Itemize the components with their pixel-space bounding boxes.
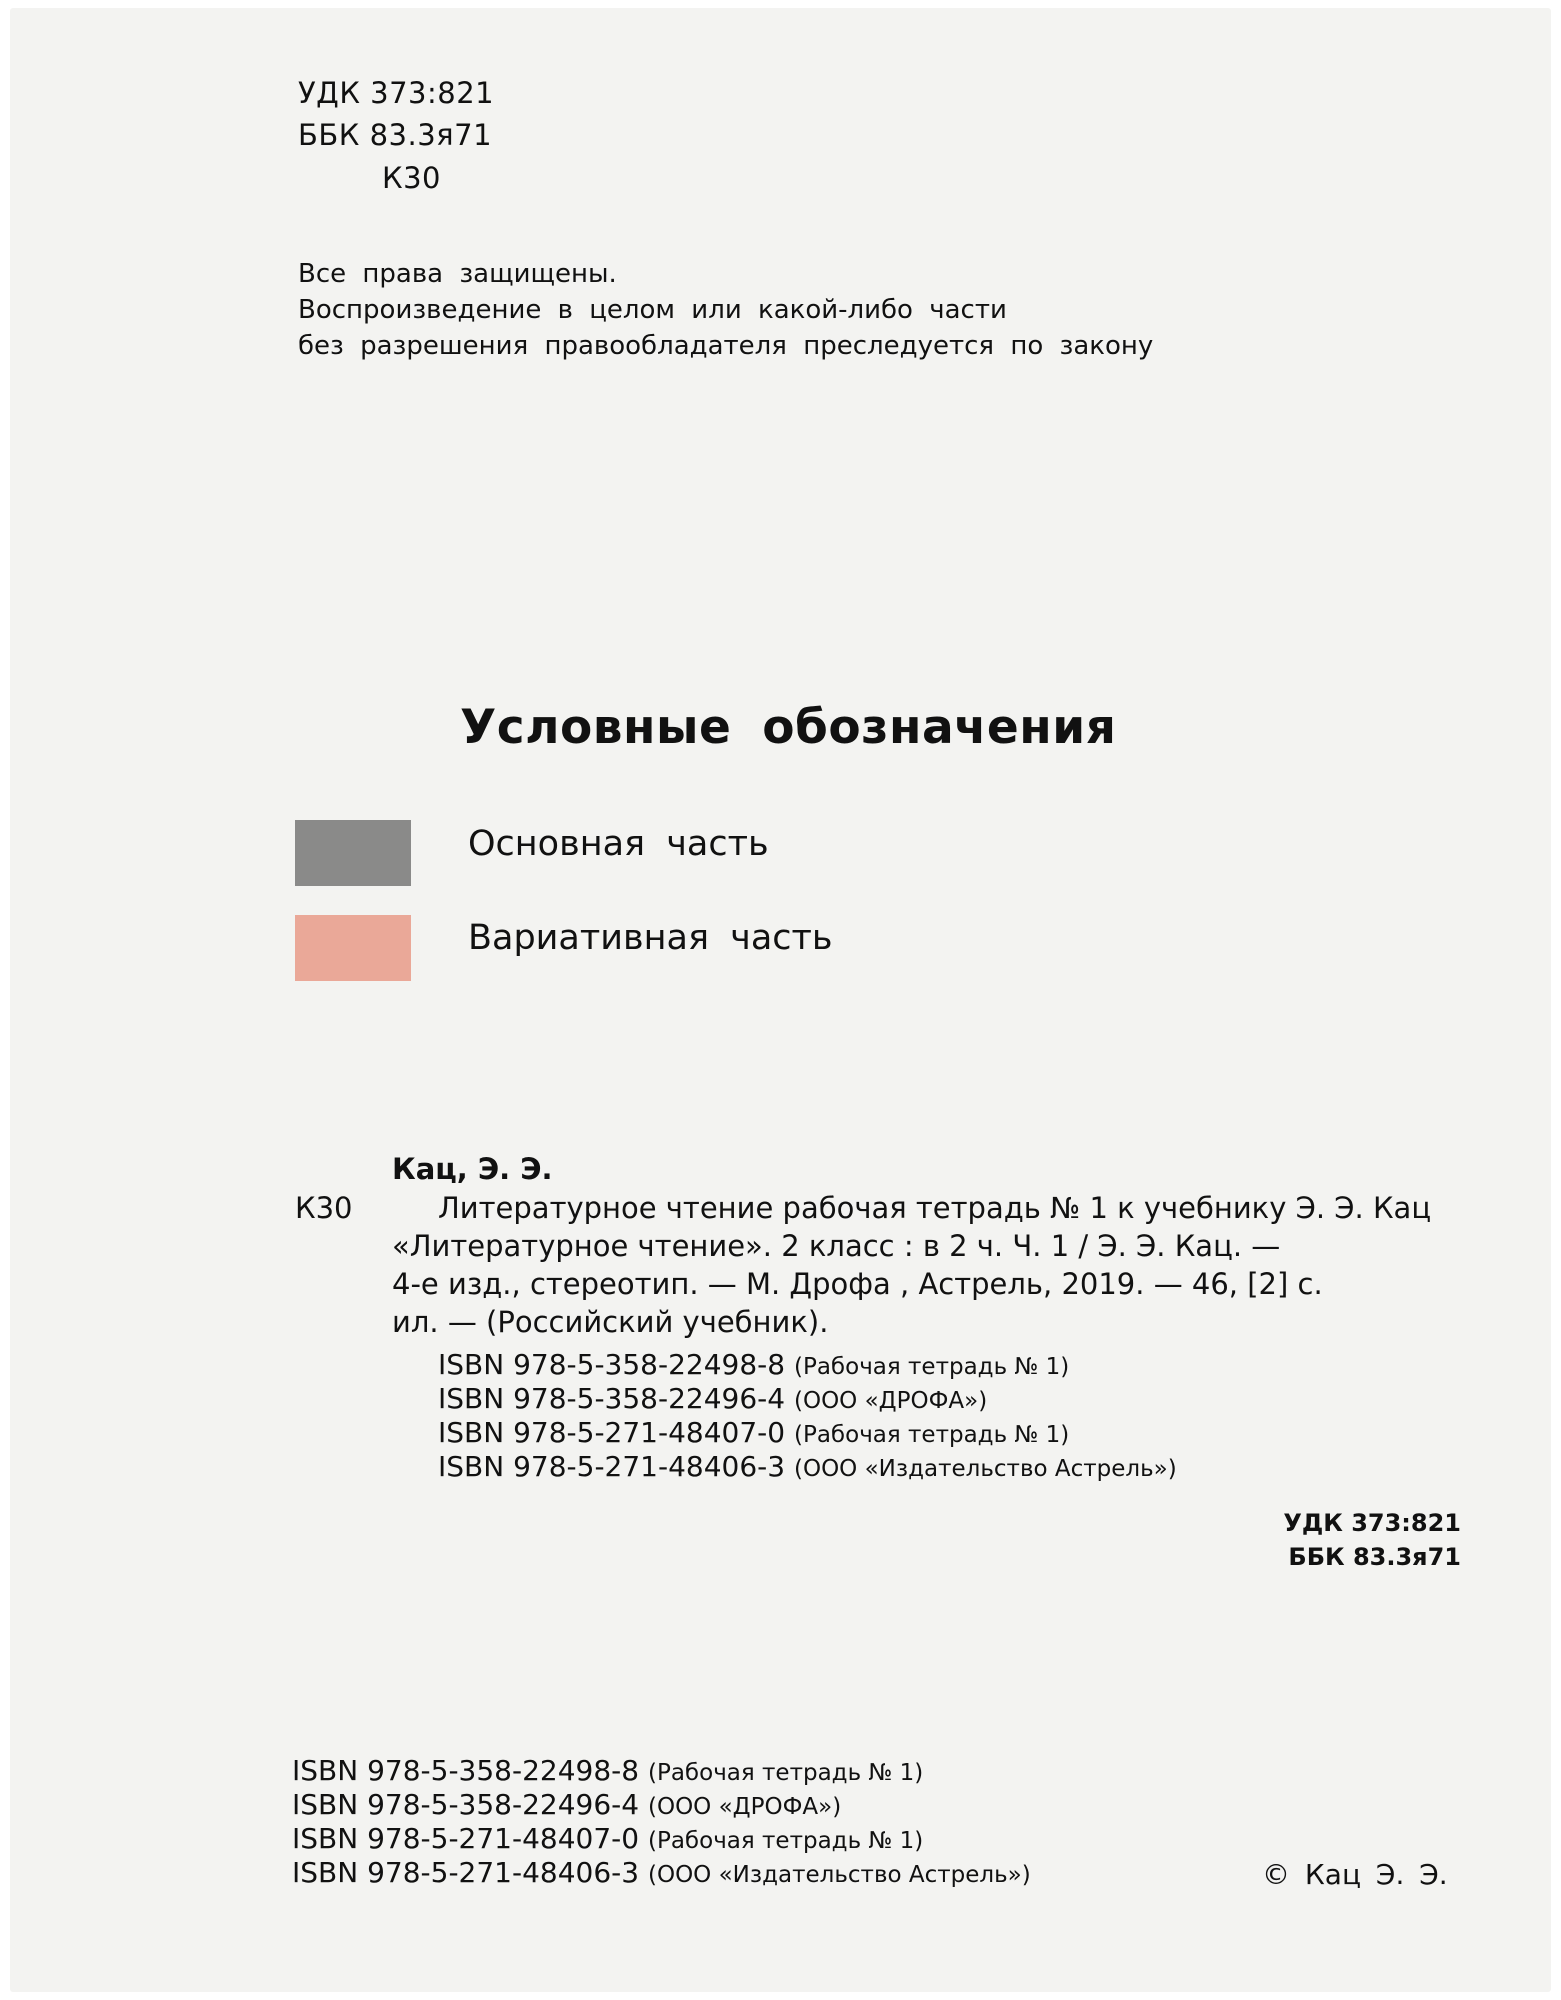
legend-label-variable: Вариативная часть — [468, 918, 833, 958]
udk-code: УДК 373:821 — [298, 76, 495, 110]
card-isbn — [438, 1382, 987, 1418]
card-bbk: ББК 83.3я71 — [1288, 1543, 1461, 1571]
rights-line: без разрешения правообладателя преследуется по закону — [298, 331, 1154, 361]
isbn-note: (Рабочая тетрадь № 1) — [794, 1422, 1070, 1448]
bottom-isbn — [292, 1754, 923, 1790]
bottom-isbn — [292, 1856, 1031, 1892]
bottom-isbn — [292, 1788, 841, 1824]
card-isbn — [438, 1348, 1069, 1384]
copyright: © Кац Э. Э. — [1262, 1858, 1448, 1891]
swatch-variable-part — [295, 915, 411, 981]
isbn-number: ISBN 978-5-358-22498-8 — [438, 1348, 786, 1381]
isbn-number: ISBN 978-5-271-48407-0 — [438, 1416, 786, 1449]
bbk-code: ББК 83.3я71 — [298, 118, 493, 152]
isbn-note: (Рабочая тетрадь № 1) — [648, 1828, 924, 1854]
isbn-number: ISBN 978-5-271-48406-3 — [292, 1856, 640, 1889]
card-description-line: 4-е изд., стереотип. — М. Дрофа , Астрель, 2019. — 46, [2] с. — [392, 1267, 1323, 1301]
isbn-note: (ООО «Издательство Астрель») — [794, 1456, 1177, 1482]
isbn-note: (Рабочая тетрадь № 1) — [648, 1760, 924, 1786]
card-description-line: «Литературное чтение». 2 класс : в 2 ч. Ч. 1 / Э. Э. Кац. — — [392, 1229, 1281, 1263]
isbn-note: (ООО «ДРОФА») — [648, 1794, 842, 1820]
isbn-note: (ООО «ДРОФА») — [794, 1388, 988, 1414]
isbn-note: (ООО «Издательство Астрель») — [648, 1862, 1031, 1888]
card-code: К30 — [295, 1191, 353, 1225]
author-sign: К30 — [382, 161, 441, 195]
card-isbn — [438, 1450, 1177, 1486]
isbn-number: ISBN 978-5-358-22496-4 — [292, 1788, 640, 1821]
legend-label-main: Основная часть — [468, 824, 769, 864]
isbn-number: ISBN 978-5-358-22498-8 — [292, 1754, 640, 1787]
card-udk: УДК 373:821 — [1283, 1509, 1461, 1537]
isbn-number: ISBN 978-5-271-48406-3 — [438, 1450, 786, 1483]
bottom-isbn — [292, 1822, 923, 1858]
isbn-note: (Рабочая тетрадь № 1) — [794, 1354, 1070, 1380]
card-author: Кац, Э. Э. — [392, 1152, 553, 1186]
isbn-number: ISBN 978-5-358-22496-4 — [438, 1382, 786, 1415]
rights-line: Воспроизведение в целом или какой-либо части — [298, 295, 1007, 325]
legend-title: Условные обозначения — [460, 700, 1117, 755]
swatch-main-part — [295, 820, 411, 886]
rights-line: Все права защищены. — [298, 259, 617, 289]
card-isbn — [438, 1416, 1069, 1452]
card-description-line: ил. — (Российский учебник). — [392, 1305, 829, 1339]
isbn-number: ISBN 978-5-271-48407-0 — [292, 1822, 640, 1855]
card-description-line: Литературное чтение рабочая тетрадь № 1 к учебнику Э. Э. Кац — [438, 1191, 1432, 1225]
